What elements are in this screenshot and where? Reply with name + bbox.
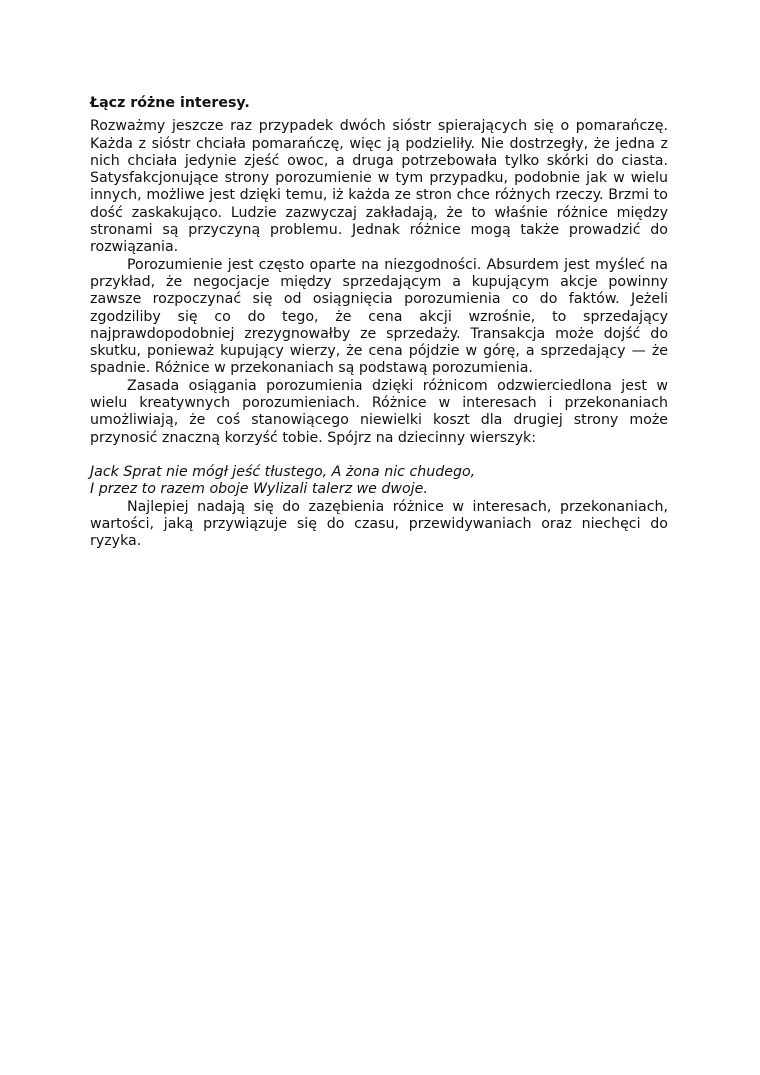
paragraph-closing: Najlepiej nadają się do zazębienia różnice w interesach, przekonaniach, wartości, jaką przywiązuje się do czasu, przewidywaniach oraz niechęci do ryzyka. [90, 498, 668, 550]
document-page [90, 95, 668, 550]
blank-line [90, 447, 668, 464]
poem-line-2: I przez to razem oboje Wylizali talerz we dwoje. [90, 481, 428, 498]
paragraph-disagreement: Porozumienie jest często oparte na niezgodności. Absurdem jest myśleć na przykład, że negocjacje między sprzedającym a kupującym akcje powinny zawsze rozpoczynać się od osiągnięcia porozumienia co do faktów. Jeżeli zgodziliby się co do tego, że cena akcji wzrośnie, to sprzedający najprawdopodobniej zrezygnowałby ze sprzedaży. Transakcja może dojść do skutku, ponieważ kupujący wierzy, że cena pójdzie w górę, a sprzedający — że spadnie. Różnice w przekonaniach są podstawą porozumienia. [90, 256, 668, 377]
section-heading: Łącz różne interesy. [90, 95, 250, 111]
paragraph-differences-principle: Zasada osiągania porozumienia dzięki różnicom odzwierciedlona jest w wielu kreatywnych porozumieniach. Różnice w interesach i przekonaniach umożliwiają, że coś stanowiącego niewielki koszt dla drugiej strony może przynosić znaczną korzyść tobie. Spójrz na dziecinny wierszyk: [90, 377, 668, 446]
poem-line-1: Jack Sprat nie mógł jeść tłustego, A żona nic chudego, [90, 463, 476, 480]
paragraph-sisters-orange: Rozważmy jeszcze raz przypadek dwóch sióstr spierających się o pomarańczę. Każda z sióstr chciała pomarańczę, więc ją podzieliły. Nie dostrzegły, że jedna z nich chciała jedynie zjeść owoc, a druga potrzebowała tylko skórki do ciasta. Satysfakcjonujące strony porozumienie w tym przypadku, podobnie jak w wielu innych, możliwe jest dzięki temu, iż każda ze stron chce różnych rzeczy. Brzmi to dość zaskakująco. Ludzie zazwyczaj zakładają, że to właśnie różnice między stronami są przyczyną problemu. Jednak różnice mogą także prowadzić do rozwiązania. [90, 118, 668, 256]
